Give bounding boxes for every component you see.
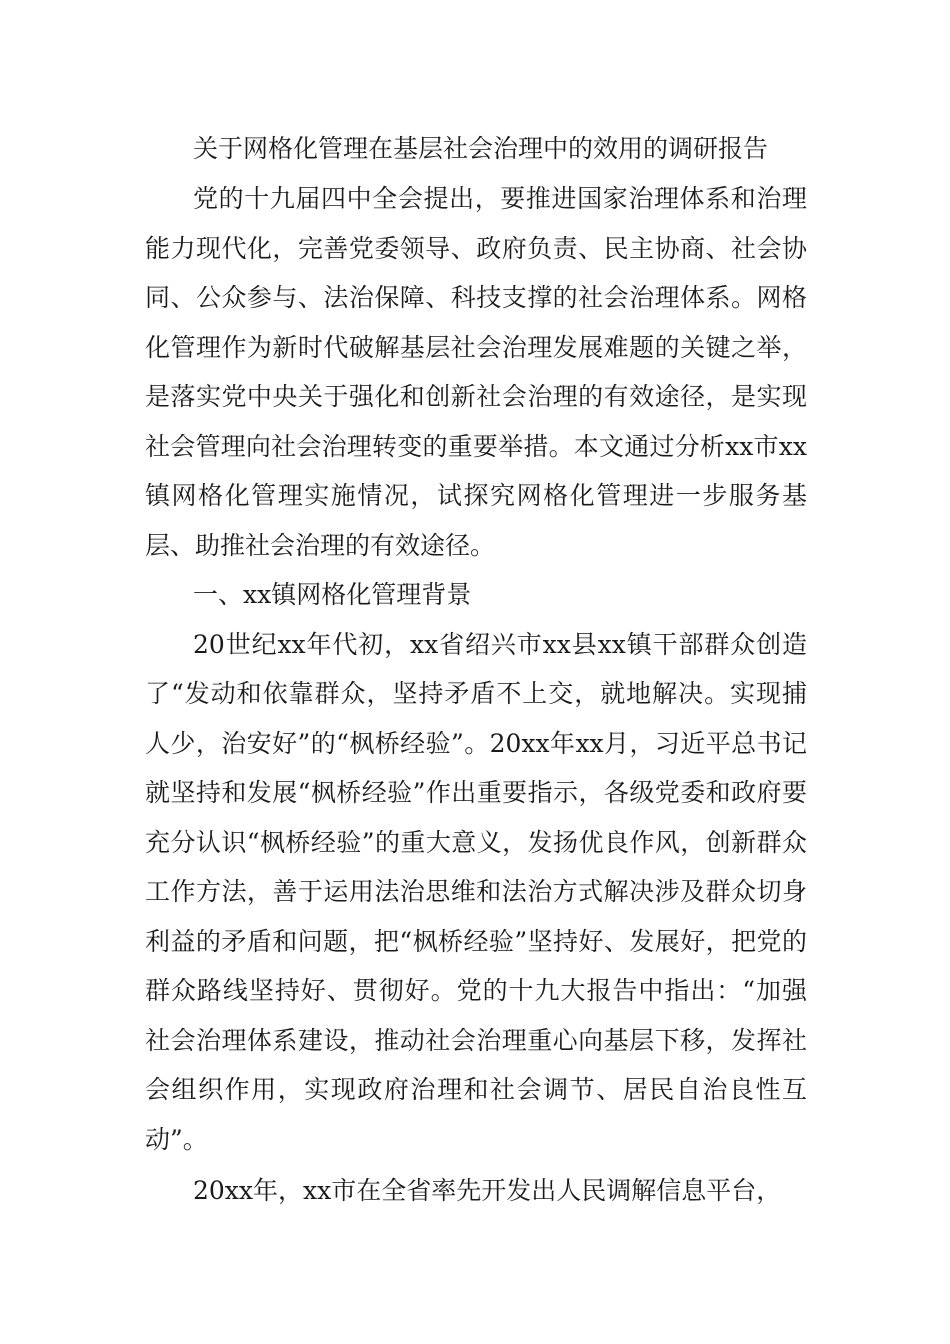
paragraph-background: 20世纪xx年代初，xx省绍兴市xx县xx镇干部群众创造了“发动和依靠群众，坚持矛盾不上交，就地解决。实现捕人少，治安好”的“枫桥经验”。20xx年xx月，习近平总书记就坚持和发展“枫桥经验”作出重要指示，各级党委和政府要充分认识“枫桥经验”的重大意义，发扬优良作风，创新群众工作方法，善于运用法治思维和法治方式解决涉及群众切身利益的矛盾和问题，把“枫桥经验”坚持好、发展好，把党的群众路线坚持好、贯彻好。党的十九大报告中指出：“加强社会治理体系建设，推动社会治理重心向基层下移，发挥社会组织作用，实现政府治理和社会调节、居民自治良性互动”。 bbox=[145, 629, 807, 1154]
document-body bbox=[145, 124, 807, 1216]
paragraph-platform: 20xx年，xx市在全省率先开发出人民调解信息平台， bbox=[193, 1176, 782, 1205]
document-title: 关于网格化管理在基层社会治理中的效用的调研报告 bbox=[193, 134, 769, 163]
section-heading-1: 一、xx镇网格化管理背景 bbox=[193, 580, 472, 609]
paragraph-intro: 党的十九届四中全会提出，要推进国家治理体系和治理能力现代化，完善党委领导、政府负责、民主协商、社会协同、公众参与、法治保障、科技支撑的社会治理体系。网格化管理作为新时代破解基层社会治理发展难题的关键之举，是落实党中央关于强化和创新社会治理的有效途径，是实现社会管理向社会治理转变的重要举措。本文通过分析xx市xx镇网格化管理实施情况，试探究网格化管理进一步服务基层、助推社会治理的有效途径。 bbox=[145, 184, 807, 560]
